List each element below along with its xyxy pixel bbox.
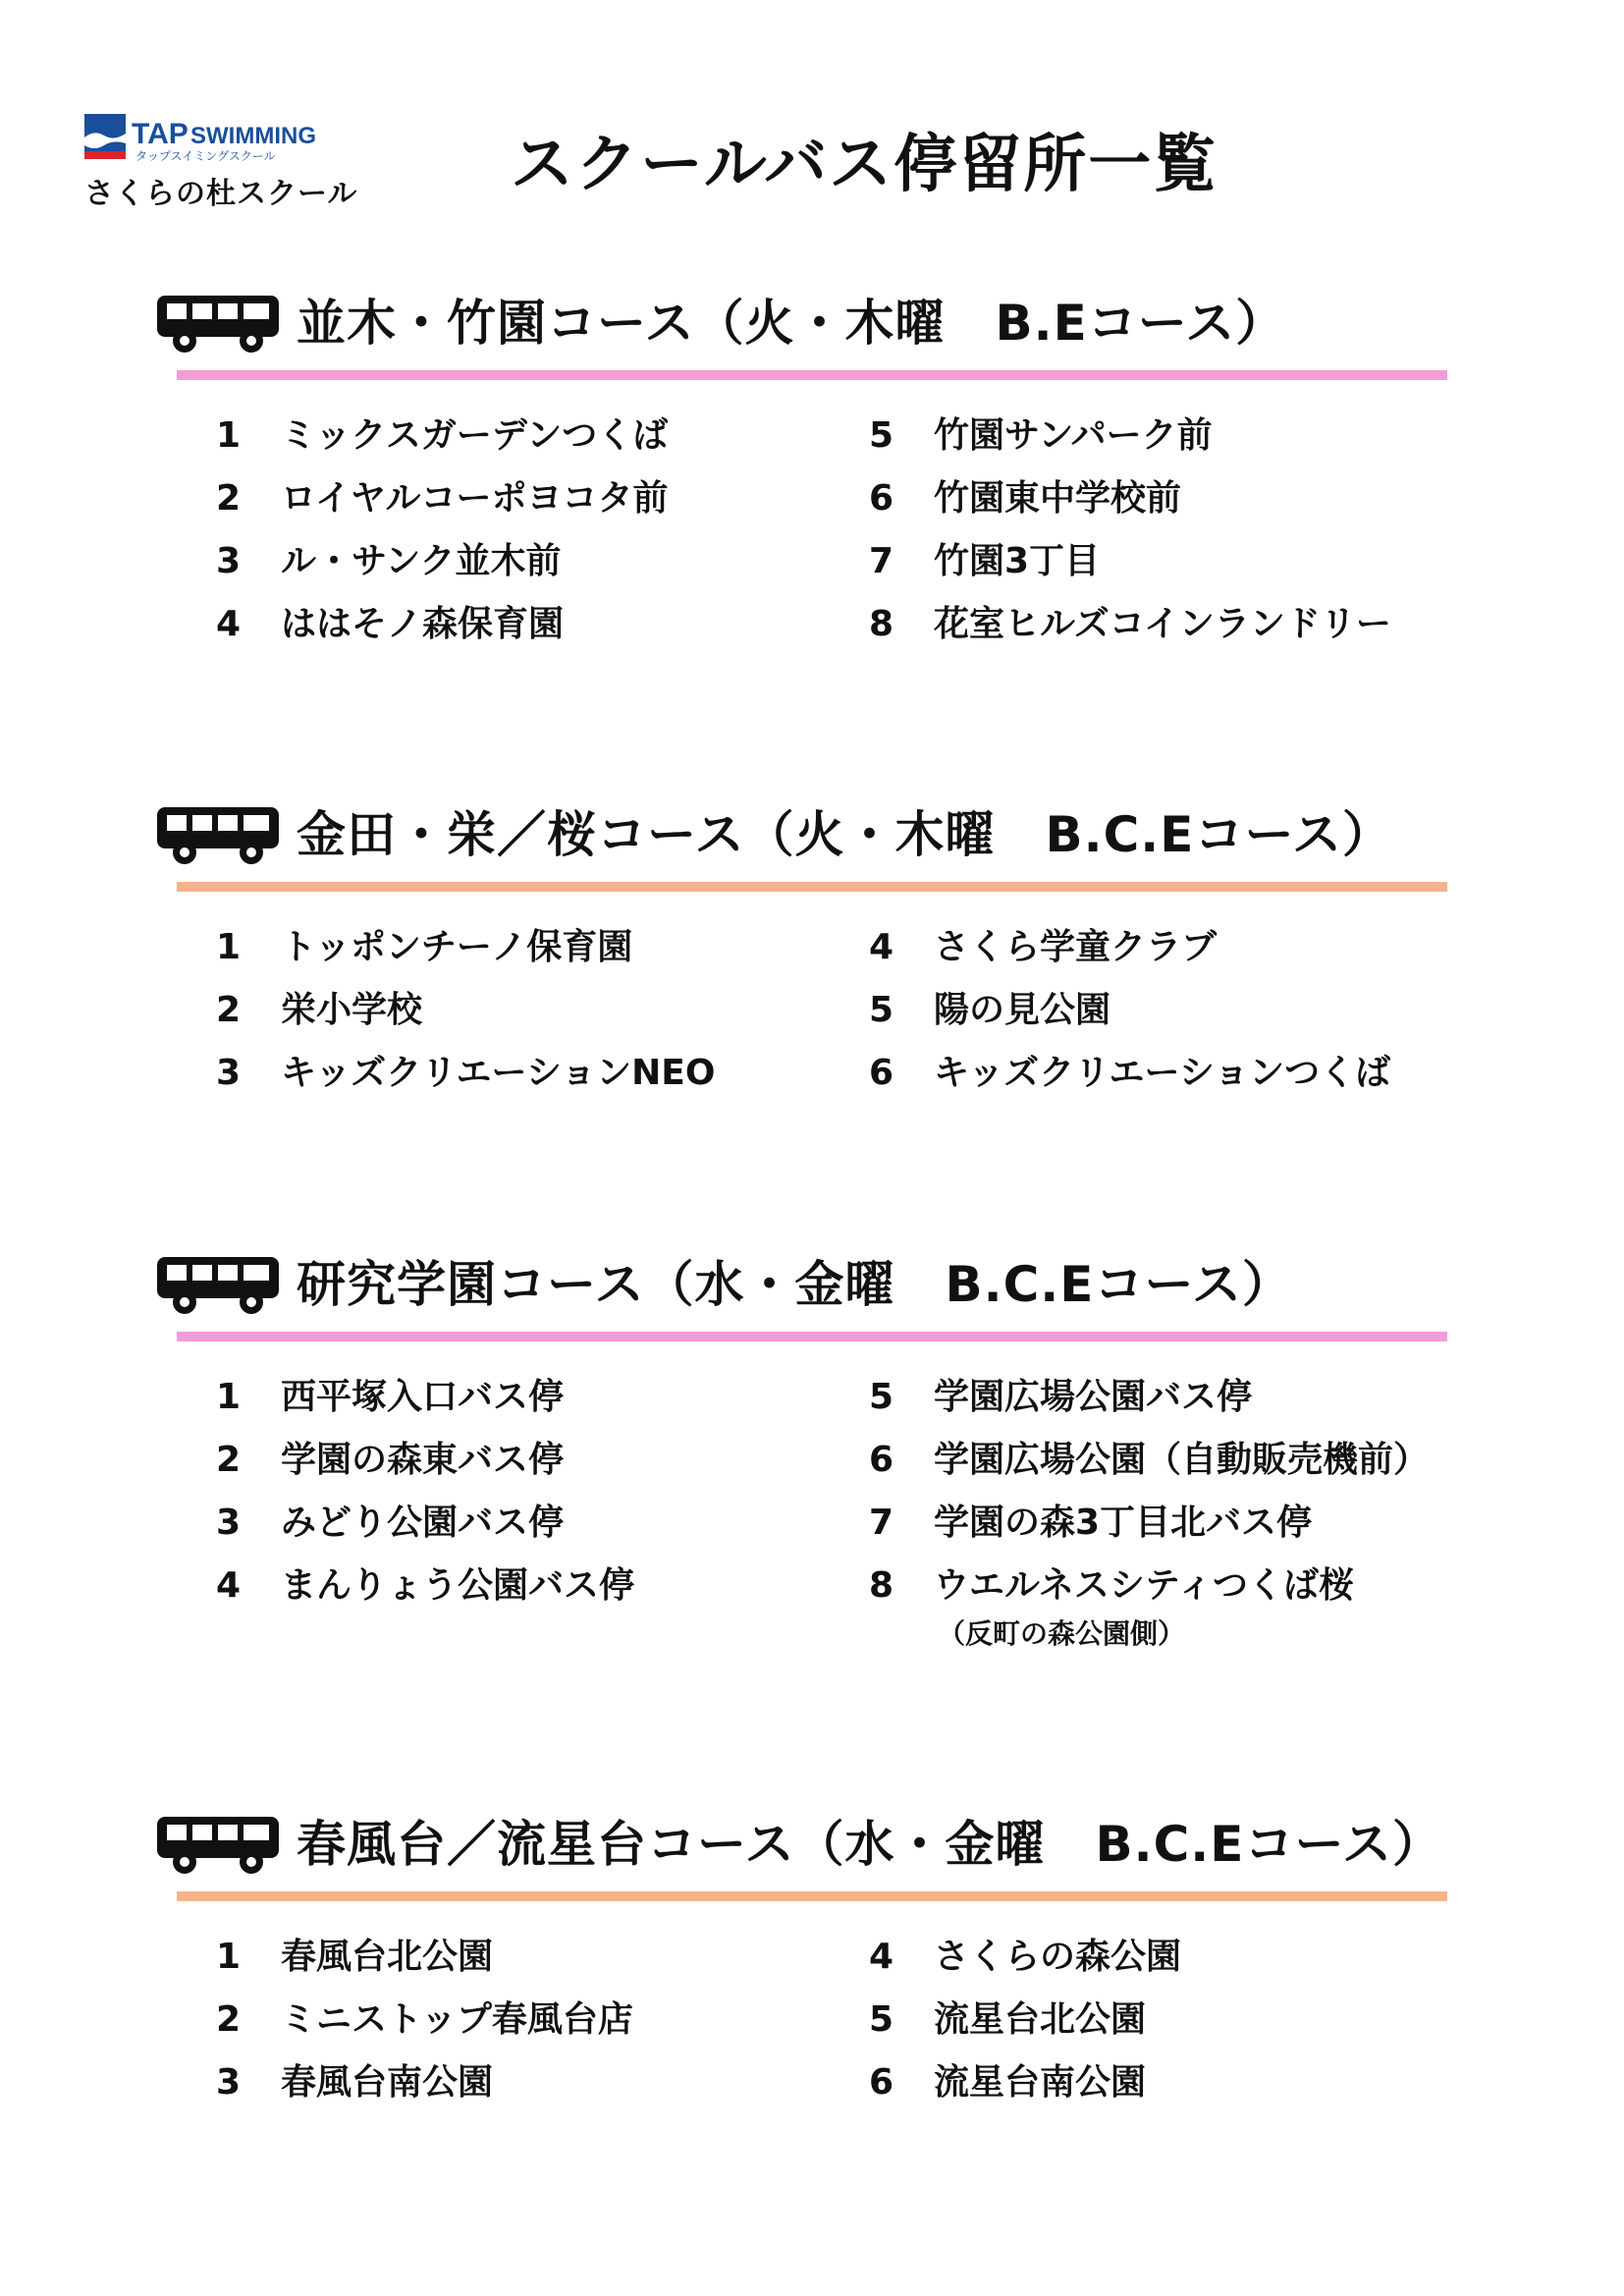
list-item xyxy=(869,2054,1146,2113)
stop-number: 1 xyxy=(216,415,242,456)
list-item xyxy=(216,470,669,529)
list-item xyxy=(216,408,668,466)
section-title: 金田・栄／桜コース（火・木曜 B.C.Eコース） xyxy=(297,806,1392,863)
stop-number: 7 xyxy=(869,1503,894,1543)
stop-name: ウエルネスシティつくば桜 xyxy=(934,1565,1355,1606)
stop-number: 2 xyxy=(216,478,242,519)
stop-number: 6 xyxy=(869,1440,894,1480)
stop-number: 3 xyxy=(216,2062,242,2103)
stop-number: 5 xyxy=(869,1999,894,2040)
stop-name: ル・サンク並木前 xyxy=(281,541,562,581)
stop-name: 竹園3丁目 xyxy=(934,541,1101,581)
list-item xyxy=(216,1045,715,1104)
list-item xyxy=(216,1369,564,1428)
list-item xyxy=(216,596,564,655)
stop-number: 6 xyxy=(869,2062,894,2103)
stop-number: 6 xyxy=(869,1053,894,1093)
list-item xyxy=(869,1369,1252,1428)
stop-name: 花室ヒルズコインランドリー xyxy=(934,604,1391,644)
stop-name: 陽の見公園 xyxy=(934,990,1111,1030)
stop-name: 学園の森3丁目北バス停 xyxy=(934,1503,1313,1543)
stop-name: 竹園サンパーク前 xyxy=(934,415,1213,456)
stop-name: 流星台北公園 xyxy=(934,1999,1147,2040)
page-title: スクールバス停留所一覧 xyxy=(511,129,1218,201)
stop-number: 3 xyxy=(216,541,242,581)
section-header xyxy=(147,1801,1453,1880)
stop-number: 1 xyxy=(216,927,242,967)
stop-name: キッズクリエーションNEO xyxy=(281,1053,716,1093)
school-name: さくらの杜スクール xyxy=(84,177,358,211)
stop-number: 3 xyxy=(216,1503,242,1543)
stop-name: さくら学童クラブ xyxy=(934,927,1218,967)
bus-icon xyxy=(155,1255,281,1316)
stop-name: まんりょう公園バス停 xyxy=(281,1565,635,1606)
stop-name: 春風台南公園 xyxy=(281,2062,494,2103)
tap-swimming-logo-icon xyxy=(84,114,379,163)
section-title: 並木・竹園コース（火・木曜 B.Eコース） xyxy=(297,295,1286,352)
stop-name: キッズクリエーションつくば xyxy=(934,1053,1391,1093)
logo-kana-text: タップスイミングスクール xyxy=(135,149,276,163)
section-divider xyxy=(177,1891,1447,1901)
stop-name: 学園広場公園（自動販売機前） xyxy=(934,1440,1430,1480)
section-title: 春風台／流星台コース（水・金曜 B.C.Eコース） xyxy=(297,1816,1442,1873)
bus-icon xyxy=(155,294,281,355)
section-header xyxy=(147,280,1453,358)
stop-number: 3 xyxy=(216,1053,242,1093)
list-item xyxy=(869,982,1110,1041)
list-item xyxy=(869,533,1100,592)
section-header xyxy=(147,792,1453,870)
stop-number: 5 xyxy=(869,1377,894,1417)
stop-number: 4 xyxy=(869,927,894,967)
list-item xyxy=(869,408,1213,466)
stop-subnote: （反町の森公園側） xyxy=(938,1617,1186,1650)
stop-number: 4 xyxy=(216,604,242,644)
stop-name: 竹園東中学校前 xyxy=(934,478,1182,519)
stop-name: 学園広場公園バス停 xyxy=(934,1377,1253,1417)
list-item xyxy=(869,919,1217,978)
stop-name: ロイヤルコーポヨコタ前 xyxy=(281,478,669,519)
list-item xyxy=(216,919,632,978)
stop-name: 春風台北公園 xyxy=(281,1937,494,1977)
list-item xyxy=(869,1432,1429,1491)
stop-number: 4 xyxy=(869,1937,894,1977)
section-divider xyxy=(177,882,1447,892)
stop-number: 1 xyxy=(216,1377,242,1417)
stop-number: 8 xyxy=(869,604,894,644)
list-item xyxy=(216,533,561,592)
stop-name: 栄小学校 xyxy=(281,990,423,1030)
list-item xyxy=(216,982,422,1041)
stop-name: ミニストップ春風台店 xyxy=(281,1999,633,2040)
stop-number: 6 xyxy=(869,478,894,519)
list-item xyxy=(869,1929,1181,1988)
logo xyxy=(84,114,379,211)
section-header xyxy=(147,1241,1453,1320)
stop-number: 2 xyxy=(216,1440,242,1480)
list-item xyxy=(869,596,1391,655)
stop-number: 7 xyxy=(869,541,894,581)
stop-name: ミックスガーデンつくば xyxy=(281,415,669,456)
bus-icon xyxy=(155,805,281,866)
list-item xyxy=(869,1495,1312,1554)
stop-number: 4 xyxy=(216,1565,242,1606)
list-item xyxy=(216,1432,564,1491)
stop-name: さくらの森公園 xyxy=(934,1937,1182,1977)
list-item xyxy=(216,2054,493,2113)
list-item xyxy=(869,1992,1146,2050)
stop-number: 2 xyxy=(216,1999,242,2040)
stop-number: 1 xyxy=(216,1937,242,1977)
list-item xyxy=(216,1929,493,1988)
stop-name: 西平塚入口バス停 xyxy=(281,1377,565,1417)
list-item xyxy=(869,1045,1390,1104)
stop-name: ははそノ森保育園 xyxy=(281,604,565,644)
stop-name: トッポンチーノ保育園 xyxy=(281,927,633,967)
stop-number: 5 xyxy=(869,415,894,456)
section-title: 研究学園コース（水・金曜 B.C.Eコース） xyxy=(297,1256,1292,1313)
stop-name: 学園の森東バス停 xyxy=(281,1440,565,1480)
logo-tap-text: TAP xyxy=(132,118,189,150)
list-item xyxy=(216,1495,564,1554)
section-divider xyxy=(177,370,1447,380)
list-item xyxy=(869,1558,1355,1650)
stop-number: 8 xyxy=(869,1565,894,1606)
stop-number: 5 xyxy=(869,990,894,1030)
list-item xyxy=(216,1558,634,1616)
stop-name: みどり公園バス停 xyxy=(281,1503,565,1543)
bus-icon xyxy=(155,1815,281,1876)
stop-name: 流星台南公園 xyxy=(934,2062,1147,2103)
logo-swimming-text: SWIMMING xyxy=(190,123,316,149)
list-item xyxy=(869,470,1181,529)
list-item xyxy=(216,1992,633,2050)
section-divider xyxy=(177,1332,1447,1341)
stop-number: 2 xyxy=(216,990,242,1030)
